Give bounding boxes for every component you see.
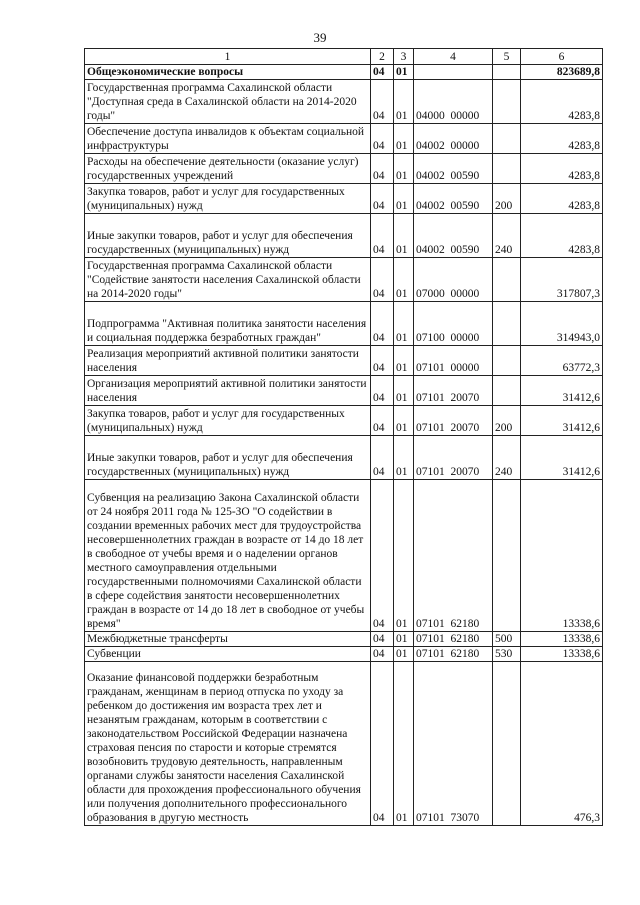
table-row bbox=[85, 214, 603, 258]
row-amount-cell: 4283,8 bbox=[521, 154, 603, 184]
table-row bbox=[85, 436, 603, 480]
row-name-cell: Общеэкономические вопросы bbox=[85, 65, 371, 80]
row-amount-cell: 4283,8 bbox=[521, 80, 603, 124]
row-subsection-cell: 01 bbox=[394, 124, 414, 154]
row-expense-type-cell: 200 bbox=[493, 184, 521, 214]
row-name-cell: Государственная программа Сахалинской области "Содействие занятости населения Сахалинской области на 2014-2020 годы" bbox=[85, 258, 371, 302]
page-number: 39 bbox=[313, 30, 327, 45]
row-target-article-cell: 07101 73070 bbox=[414, 662, 493, 826]
row-section-cell: 04 bbox=[371, 80, 394, 124]
row-amount-cell: 4283,8 bbox=[521, 124, 603, 154]
row-target-article-cell: 04002 00590 bbox=[414, 184, 493, 214]
row-amount-cell: 314943,0 bbox=[521, 302, 603, 346]
row-section-cell: 04 bbox=[371, 65, 394, 80]
row-expense-type-cell: 200 bbox=[493, 406, 521, 436]
row-target-article-cell: 04002 00590 bbox=[414, 214, 493, 258]
table-row bbox=[85, 346, 603, 376]
row-target-article-cell: 07000 00000 bbox=[414, 258, 493, 302]
header-cell-amount: 6 bbox=[521, 49, 603, 65]
row-amount-cell: 31412,6 bbox=[521, 406, 603, 436]
row-section-cell: 04 bbox=[371, 662, 394, 826]
row-section-cell: 04 bbox=[371, 480, 394, 632]
row-target-article-cell: 07101 62180 bbox=[414, 632, 493, 647]
row-expense-type-cell: 500 bbox=[493, 632, 521, 647]
row-amount-cell: 317807,3 bbox=[521, 258, 603, 302]
row-subsection-cell: 01 bbox=[394, 376, 414, 406]
row-target-article-cell: 07101 20070 bbox=[414, 376, 493, 406]
row-section-cell: 04 bbox=[371, 346, 394, 376]
table-row bbox=[85, 258, 603, 302]
row-section-cell: 04 bbox=[371, 647, 394, 662]
row-name-cell: Реализация мероприятий активной политики занятости населения bbox=[85, 346, 371, 376]
row-subsection-cell: 01 bbox=[394, 65, 414, 80]
row-name-cell: Закупка товаров, работ и услуг для государственных (муниципальных) нужд bbox=[85, 184, 371, 214]
row-subsection-cell: 01 bbox=[394, 406, 414, 436]
row-expense-type-cell bbox=[493, 65, 521, 80]
row-expense-type-cell bbox=[493, 662, 521, 826]
row-target-article-cell: 07100 00000 bbox=[414, 302, 493, 346]
row-name-cell: Организация мероприятий активной политики занятости населения bbox=[85, 376, 371, 406]
row-name-cell: Обеспечение доступа инвалидов к объектам социальной инфраструктуры bbox=[85, 124, 371, 154]
row-section-cell: 04 bbox=[371, 124, 394, 154]
row-amount-cell: 4283,8 bbox=[521, 214, 603, 258]
table-row bbox=[85, 302, 603, 346]
header-cell-section: 2 bbox=[371, 49, 394, 65]
row-amount-cell: 31412,6 bbox=[521, 376, 603, 406]
row-amount-cell: 13338,6 bbox=[521, 632, 603, 647]
row-target-article-cell: 07101 62180 bbox=[414, 480, 493, 632]
row-subsection-cell: 01 bbox=[394, 480, 414, 632]
table-row bbox=[85, 154, 603, 184]
row-name-cell: Подпрограмма "Активная политика занятости населения и социальная поддержка безработных граждан" bbox=[85, 302, 371, 346]
row-name-cell: Иные закупки товаров, работ и услуг для обеспечения государственных (муниципальных) нужд bbox=[85, 436, 371, 480]
row-section-cell: 04 bbox=[371, 406, 394, 436]
table-row bbox=[85, 124, 603, 154]
row-name-cell: Субвенции bbox=[85, 647, 371, 662]
row-section-cell: 04 bbox=[371, 154, 394, 184]
table-row bbox=[85, 184, 603, 214]
row-expense-type-cell bbox=[493, 302, 521, 346]
row-expense-type-cell bbox=[493, 258, 521, 302]
table-row bbox=[85, 406, 603, 436]
row-section-cell: 04 bbox=[371, 632, 394, 647]
row-target-article-cell: 04002 00590 bbox=[414, 154, 493, 184]
row-target-article-cell: 07101 20070 bbox=[414, 406, 493, 436]
row-name-cell: Оказание финансовой поддержки безработным гражданам, женщинам в период отпуска по уходу за ребенком до достижения им возраста трех лет и незанятым гражданам, которым в соответствии с законодательством Российской Федерации назначена страховая пенсия по старости и которые стремятся возобновить трудовую деятельность, направленным органами службы занятости населения Сахалинской области для прохождения профессионального обучения или получения дополнительного профессионального образования в другую местность bbox=[85, 662, 371, 826]
table-row bbox=[85, 662, 603, 826]
table-row bbox=[85, 376, 603, 406]
row-subsection-cell: 01 bbox=[394, 647, 414, 662]
row-subsection-cell: 01 bbox=[394, 184, 414, 214]
row-expense-type-cell bbox=[493, 480, 521, 632]
row-expense-type-cell bbox=[493, 124, 521, 154]
row-section-cell: 04 bbox=[371, 184, 394, 214]
row-amount-cell: 13338,6 bbox=[521, 647, 603, 662]
row-section-cell: 04 bbox=[371, 376, 394, 406]
row-target-article-cell: 04000 00000 bbox=[414, 80, 493, 124]
row-expense-type-cell bbox=[493, 376, 521, 406]
table-row bbox=[85, 80, 603, 124]
row-subsection-cell: 01 bbox=[394, 154, 414, 184]
row-section-cell: 04 bbox=[371, 436, 394, 480]
row-target-article-cell: 07101 62180 bbox=[414, 647, 493, 662]
row-name-cell: Закупка товаров, работ и услуг для государственных (муниципальных) нужд bbox=[85, 406, 371, 436]
row-expense-type-cell bbox=[493, 346, 521, 376]
row-name-cell: Межбюджетные трансферты bbox=[85, 632, 371, 647]
row-subsection-cell: 01 bbox=[394, 346, 414, 376]
row-expense-type-cell bbox=[493, 80, 521, 124]
row-name-cell: Субвенция на реализацию Закона Сахалинской области от 24 ноября 2011 года № 125-ЗО "О содействии в создании временных рабочих мест для трудоустройства несовершеннолетних граждан в возрасте от 14 до 18 лет в свободное от учебы время и о наделении органов местного самоуправления отдельными государственными полномочиями Сахалинской области в сфере содействия занятости несовершеннолетних граждан в возрасте от 14 до 18 лет в свободное от учебы время" bbox=[85, 480, 371, 632]
row-amount-cell: 823689,8 bbox=[521, 65, 603, 80]
row-subsection-cell: 01 bbox=[394, 258, 414, 302]
row-name-cell: Государственная программа Сахалинской области "Доступная среда в Сахалинской области на 2014-2020 годы" bbox=[85, 80, 371, 124]
row-subsection-cell: 01 bbox=[394, 214, 414, 258]
row-subsection-cell: 01 bbox=[394, 80, 414, 124]
row-expense-type-cell: 240 bbox=[493, 436, 521, 480]
row-target-article-cell: 07101 00000 bbox=[414, 346, 493, 376]
row-amount-cell: 476,3 bbox=[521, 662, 603, 826]
row-amount-cell: 4283,8 bbox=[521, 184, 603, 214]
header-cell-subsection: 3 bbox=[394, 49, 414, 65]
header-cell-target-article: 4 bbox=[414, 49, 493, 65]
row-target-article-cell bbox=[414, 65, 493, 80]
header-cell-expense-type: 5 bbox=[493, 49, 521, 65]
table-row bbox=[85, 65, 603, 80]
row-expense-type-cell bbox=[493, 154, 521, 184]
row-subsection-cell: 01 bbox=[394, 302, 414, 346]
row-amount-cell: 31412,6 bbox=[521, 436, 603, 480]
table-header-row bbox=[85, 49, 603, 65]
header-cell-name: 1 bbox=[85, 49, 371, 65]
budget-table bbox=[84, 48, 603, 826]
table-row bbox=[85, 647, 603, 662]
row-section-cell: 04 bbox=[371, 214, 394, 258]
row-amount-cell: 63772,3 bbox=[521, 346, 603, 376]
row-expense-type-cell: 240 bbox=[493, 214, 521, 258]
row-target-article-cell: 04002 00000 bbox=[414, 124, 493, 154]
row-section-cell: 04 bbox=[371, 302, 394, 346]
row-target-article-cell: 07101 20070 bbox=[414, 436, 493, 480]
row-expense-type-cell: 530 bbox=[493, 647, 521, 662]
row-subsection-cell: 01 bbox=[394, 632, 414, 647]
row-section-cell: 04 bbox=[371, 258, 394, 302]
row-name-cell: Иные закупки товаров, работ и услуг для обеспечения государственных (муниципальных) нужд bbox=[85, 214, 371, 258]
table-row bbox=[85, 632, 603, 647]
row-name-cell: Расходы на обеспечение деятельности (оказание услуг) государственных учреждений bbox=[85, 154, 371, 184]
row-subsection-cell: 01 bbox=[394, 662, 414, 826]
table-row bbox=[85, 480, 603, 632]
row-amount-cell: 13338,6 bbox=[521, 480, 603, 632]
row-subsection-cell: 01 bbox=[394, 436, 414, 480]
